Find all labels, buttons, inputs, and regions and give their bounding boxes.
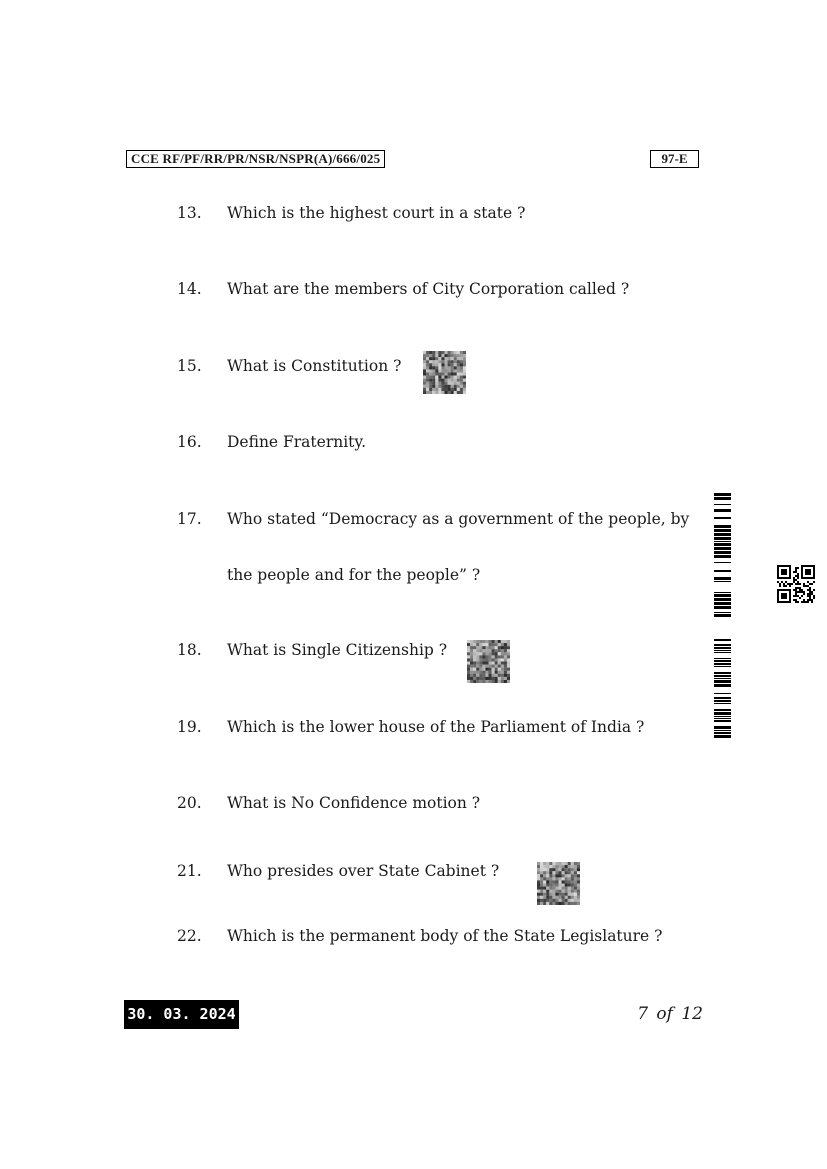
question-number: 13. xyxy=(177,204,202,222)
barcode-icon xyxy=(714,493,731,741)
qr-watermark-icon xyxy=(467,640,510,683)
qr-watermark-icon xyxy=(537,862,580,905)
question-number: 15. xyxy=(177,357,202,375)
question-number: 21. xyxy=(177,862,202,880)
question-number: 14. xyxy=(177,280,202,298)
question-text: What are the members of City Corporation called ? xyxy=(227,280,630,298)
question-number: 18. xyxy=(177,641,202,659)
question-text: Which is the lower house of the Parliament of India ? xyxy=(227,718,645,736)
question-text-line-1: Who stated “Democracy as a government of the people, by xyxy=(227,510,690,528)
question-text: What is Constitution ? xyxy=(227,357,402,375)
question-text: Define Fraternity. xyxy=(227,433,367,451)
question-number: 16. xyxy=(177,433,202,451)
question-text: Who presides over State Cabinet ? xyxy=(227,862,500,880)
qr-watermark-icon xyxy=(423,351,466,394)
paper-code: CCE RF/PF/RR/PR/NSR/NSPR(A)/666/025 xyxy=(126,150,385,168)
question-text: What is Single Citizenship ? xyxy=(227,641,448,659)
exam-date-badge: 30. 03. 2024 xyxy=(124,1000,239,1029)
question-number: 19. xyxy=(177,718,202,736)
page-number: 7 of 12 xyxy=(637,1004,703,1024)
question-number: 17. xyxy=(177,510,202,528)
question-number: 22. xyxy=(177,927,202,945)
question-text: Which is the permanent body of the State Legislature ? xyxy=(227,927,663,945)
question-text: Which is the highest court in a state ? xyxy=(227,204,526,222)
qr-code-icon xyxy=(777,565,815,603)
question-text: What is No Confidence motion ? xyxy=(227,794,481,812)
question-number: 20. xyxy=(177,794,202,812)
question-text-line-2: the people and for the people” ? xyxy=(227,566,481,584)
subject-code: 97-E xyxy=(650,150,699,168)
